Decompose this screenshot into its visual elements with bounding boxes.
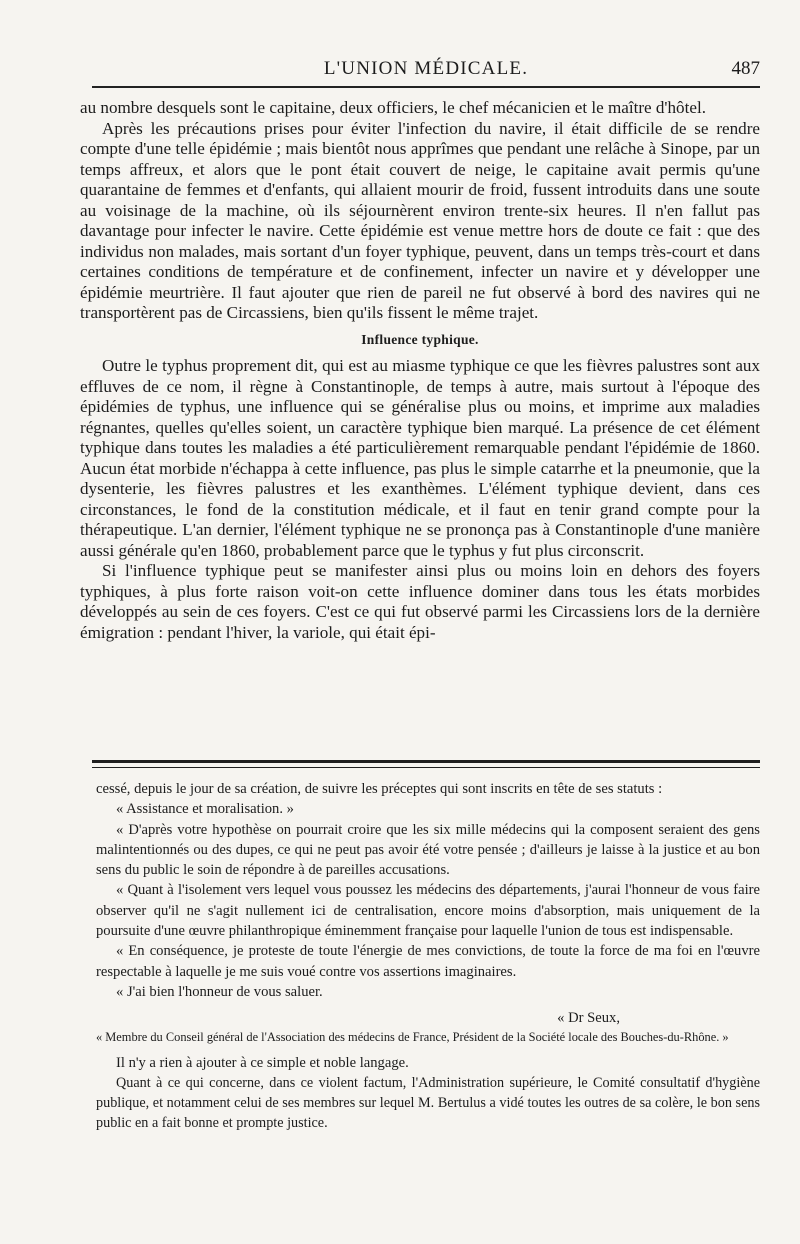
separator-thin (92, 767, 760, 768)
footer-paragraph-7: Il n'y a rien à ajouter à ce simple et noble langage. (116, 1055, 409, 1072)
paragraph-1: au nombre desquels sont le capitaine, deux officiers, le chef mécanicien et le maître d'hôtel. (80, 98, 706, 117)
footer-paragraph-6: « J'ai bien l'honneur de vous saluer. (116, 983, 323, 1000)
feuilleton-text (96, 779, 760, 1133)
header-rule (92, 86, 760, 88)
footer-paragraph-1: cessé, depuis le jour de sa création, de suivre les préceptes qui sont inscrits en tête de ses statuts : (96, 781, 663, 797)
running-head: L'UNION MÉDICALE. (323, 58, 529, 79)
signature-title: « Membre du Conseil général de l'Association des médecins de France, Président de la Société locale des Bouches-du-Rhône. » (96, 1029, 729, 1044)
section-heading: Influence typhique. (361, 331, 479, 347)
main-text (80, 98, 760, 643)
signature-name: « Dr Seux, (557, 1010, 620, 1027)
footer-paragraph-3: « D'après votre hypothèse on pourrait croire que les six mille médecins qui la composent seraient des gens malintentionnés ou des dupes, ce qui ne peut pas avoir été votre pensée ; d'ailleurs je laisse à la justice et au bon sens du public le soin de répondre à de pareilles accusations. (96, 821, 760, 879)
page-number: 487 (731, 58, 760, 79)
footer-paragraph-4: « Quant à l'isolement vers lequel vous poussez les médecins des départements, j'aurai l'honneur de vous faire observer qu'il ne s'agit nullement ici de centralisation, encore moins d'absorption, mais uniquement de la poursuite d'une œuvre philanthropique éminemment française pour laquelle l'union de tous est indispensable. (96, 882, 760, 940)
paragraph-4: Si l'influence typhique peut se manifester ainsi plus ou moins loin en dehors des foyers typhiques, à plus forte raison voit-on cette influence dominer dans tous les états morbides développés au sein de ces foyers. C'est ce qui fut observé parmi les Circassiens lors de la dernière émigration : pendant l'hiver, la variole, qui était épi- (80, 561, 760, 642)
footer-paragraph-8: Quant à ce qui concerne, dans ce violent factum, l'Administration supérieure, le Comité consultatif d'hygiène publique, et notamment celui de ses membres sur lequel M. Bertulus a vidé toutes les outres de sa colère, le bon sens public en a fait bonne et prompte justice. (96, 1075, 760, 1132)
signature-block (96, 1008, 760, 1045)
page-header (92, 58, 760, 84)
paragraph-2: Après les précautions prises pour éviter l'infection du navire, il était difficile de se rendre compte d'une telle épidémie ; mais bientôt nous apprîmes que pendant une relâche à Sinope, par un temps affreux, et alors que le pont était couvert de neige, le capitaine avait permis qu'une quarantaine de femmes et d'enfants, qui allaient mourir de froid, fussent introduits dans une soute au voisinage de la machine, où ils séjournèrent environ trente-six heures. Il n'en fallut pas davantage pour infecter le navire. Cette épidémie est venue mettre hors de doute ce fait : que des individus non malades, mais sortant d'un foyer typhique, peuvent, dans un temps très-court et dans certaines conditions de température et de confinement, infecter un navire et y développer une épidémie meurtrière. Il faut ajouter que rien de pareil ne fut observé à bord des navires qui ne transportèrent pas de Circassiens, bien qu'ils fissent le même trajet. (80, 118, 760, 322)
footer-paragraph-2: « Assistance et moralisation. » (116, 801, 294, 818)
paragraph-3: Outre le typhus proprement dit, qui est au miasme typhique ce que les fièvres palustres sont aux effluves de ce nom, il règne à Constantinople, de temps à autre, mais surtout à l'époque des épidémies de typhus, une influence qui se généralise plus ou moins, et imprime aux maladies régnantes, quelles qu'elles soient, un caractère typhique bien marqué. La présence de cet élément typhique dans toutes les maladies a été particulièrement remarquable pendant l'épidémie de 1860. Aucun état morbide n'échappa à cette influence, pas plus le simple catarrhe et la pneumonie, que la dysenterie, les fièvres palustres et les exanthèmes. L'élément typhique devient, dans ces circonstances, le fond de la constitution médicale, et il faut en tenir grand compte pour la thérapeutique. L'an dernier, l'élément typhique ne se prononça pas à Constantinople d'une manière aussi générale qu'en 1860, probablement parce que le typhus y fut plus circonscrit. (80, 356, 760, 560)
separator-thick (92, 760, 760, 763)
footer-paragraph-5: « En conséquence, je proteste de toute l'énergie de mes convictions, de toute la force de ma foi en l'œuvre respectable à laquelle je me suis voué contre vos assertions imaginaires. (96, 943, 760, 980)
